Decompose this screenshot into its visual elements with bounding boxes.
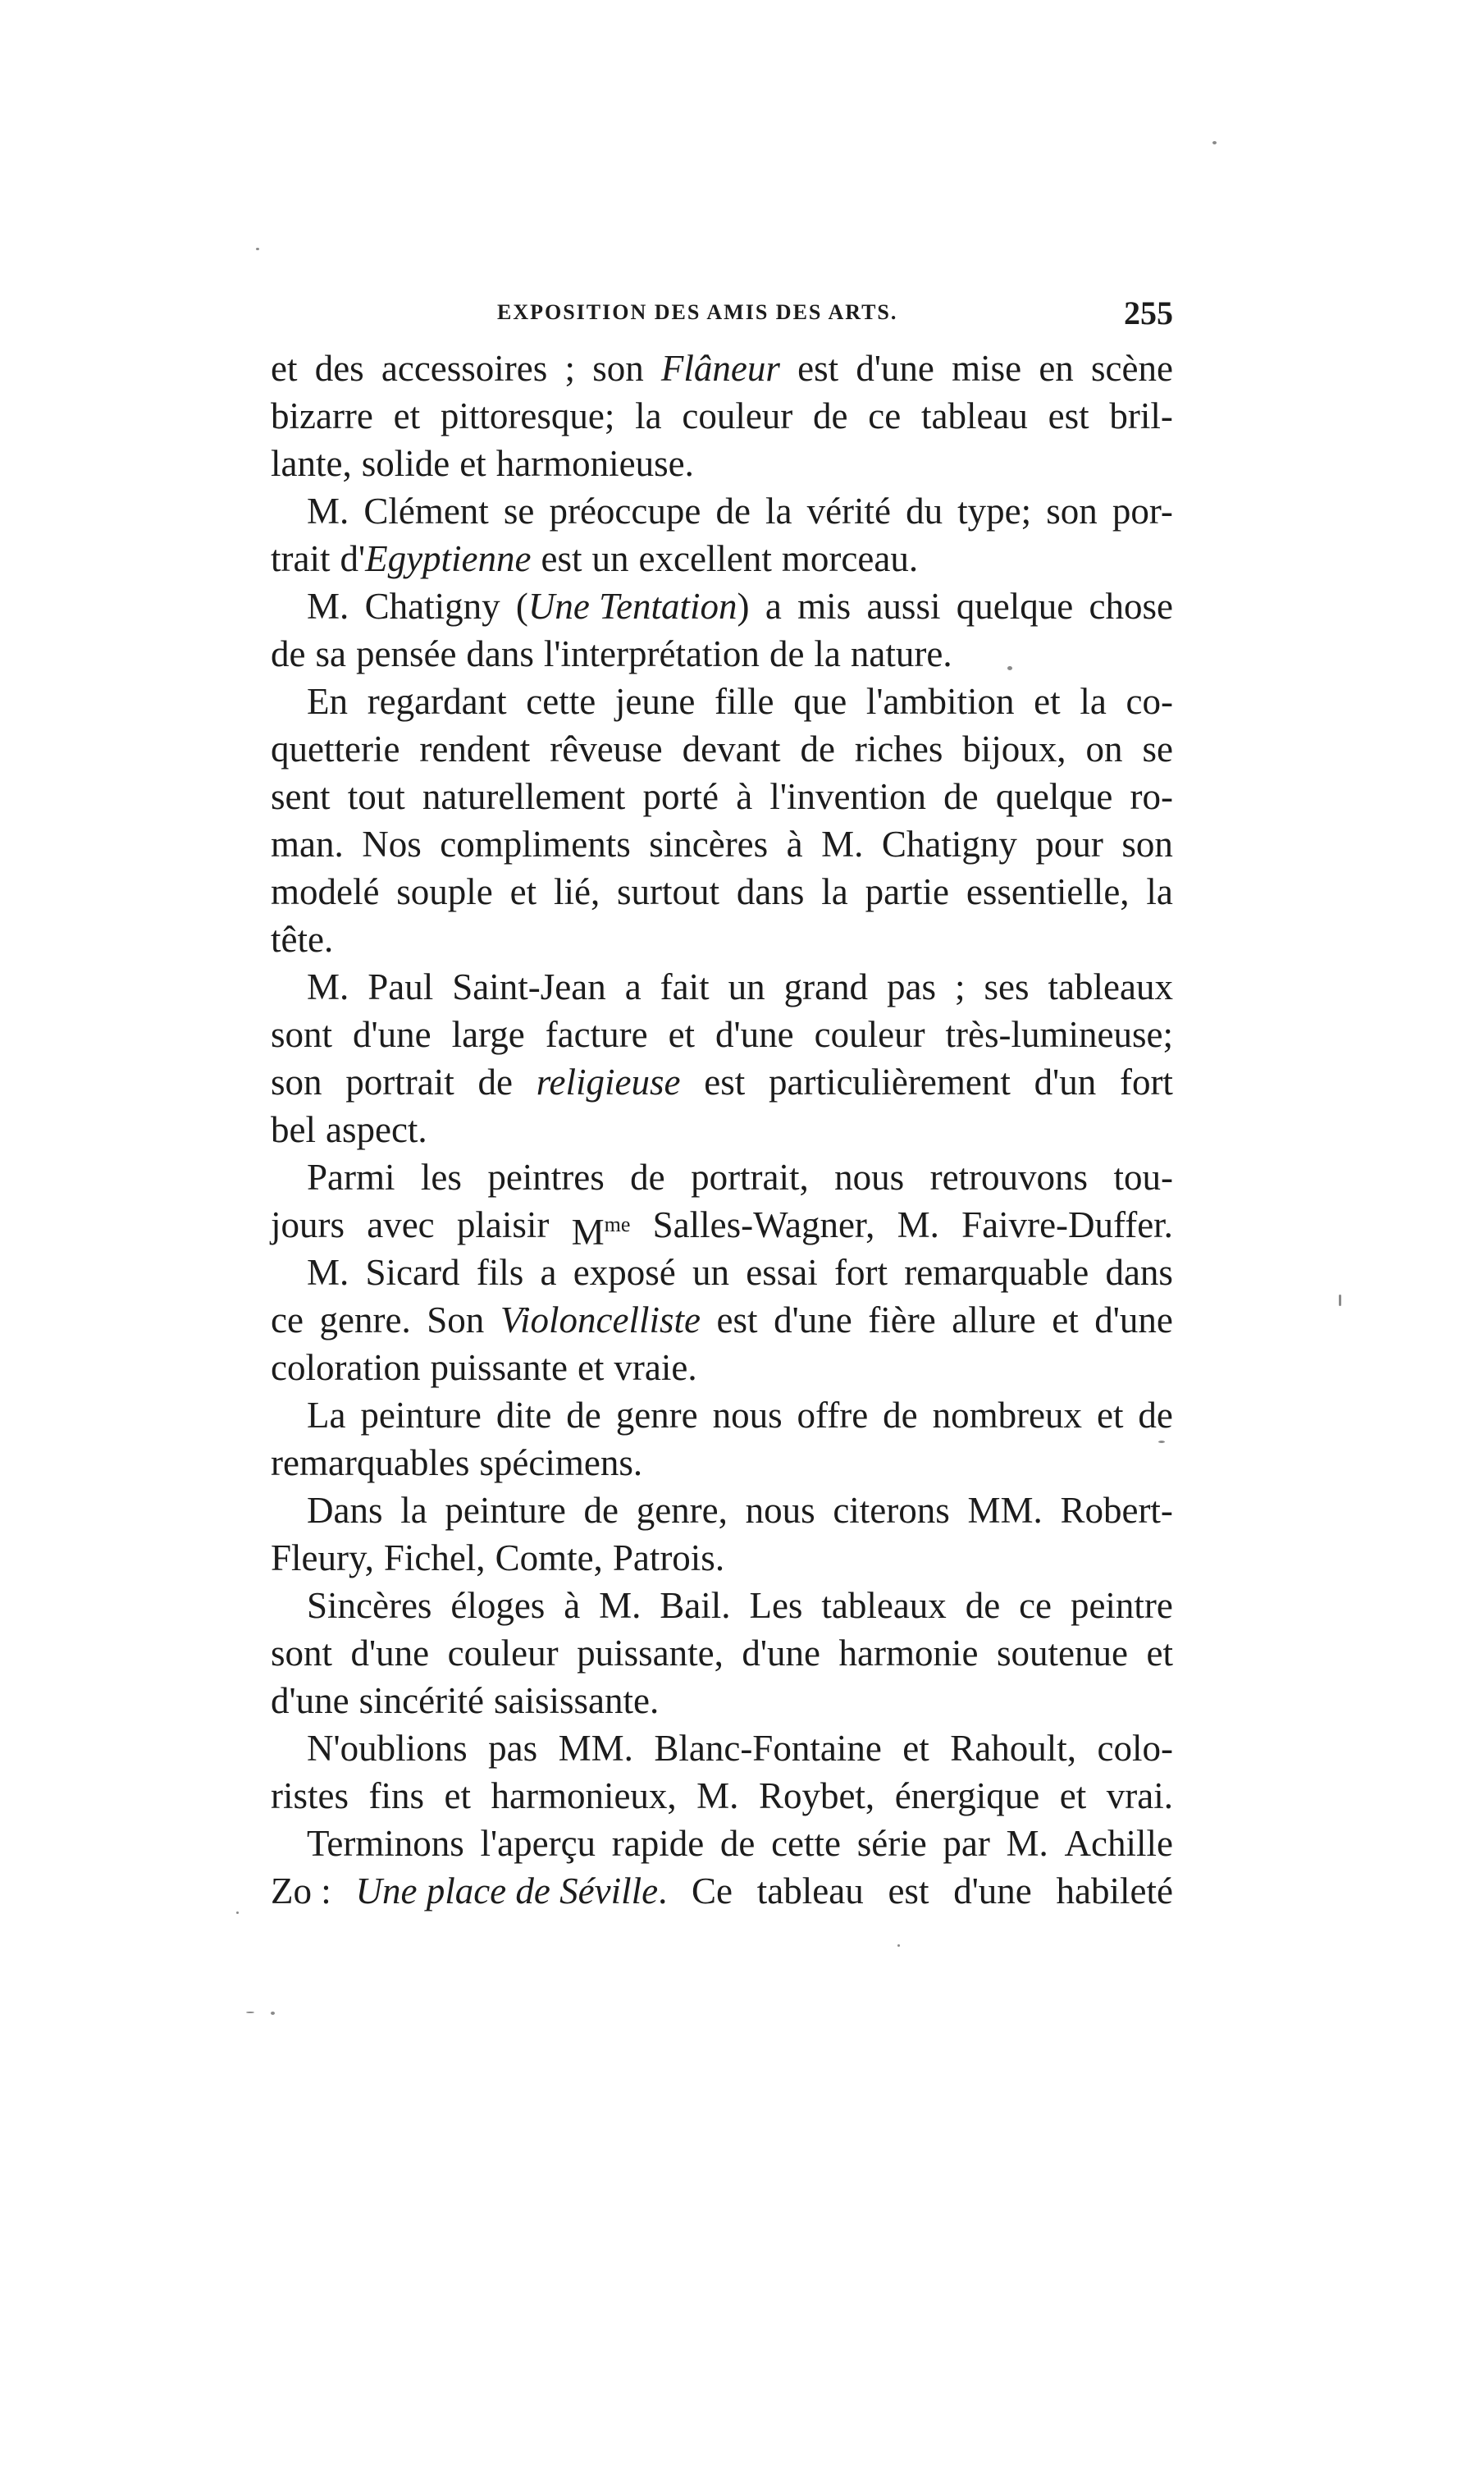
word: à	[736, 776, 753, 817]
word: grand	[783, 966, 869, 1007]
word: vrai.	[1106, 1775, 1173, 1816]
word: Violoncelliste	[500, 1299, 701, 1340]
word: a	[540, 1252, 557, 1293]
word: les	[420, 1157, 462, 1198]
word: M.	[1006, 1823, 1048, 1864]
word: M.	[307, 491, 349, 532]
word: Comte,	[495, 1537, 603, 1578]
word: ristes	[271, 1775, 349, 1816]
page-header	[271, 292, 1173, 341]
word: excellent	[638, 538, 772, 579]
word: fils	[476, 1252, 524, 1293]
word: dans	[1105, 1252, 1173, 1293]
word: et	[509, 871, 537, 912]
word: harmonieuse.	[495, 443, 694, 484]
scan-speck	[897, 1944, 900, 1947]
word: nous	[834, 1157, 905, 1198]
word: de	[271, 633, 306, 674]
word: d'une	[1094, 1299, 1173, 1340]
word: rêveuse	[550, 728, 663, 770]
word: quetterie	[271, 728, 400, 770]
word: ce	[271, 1299, 304, 1340]
word: pensée	[355, 633, 457, 674]
word: man.	[271, 824, 344, 865]
word: dans	[466, 633, 534, 674]
scan-speck	[1158, 1441, 1165, 1443]
text-line	[271, 725, 1173, 773]
text-line	[271, 487, 1173, 535]
word: Faivre-Duffer.	[961, 1204, 1173, 1245]
word: tout	[347, 776, 405, 817]
word: de	[800, 728, 835, 770]
word: tête.	[271, 919, 334, 960]
word: solide	[361, 443, 450, 484]
word: sa	[315, 633, 346, 674]
word: offre	[797, 1395, 869, 1436]
word: Les	[749, 1585, 803, 1626]
word: large	[451, 1014, 525, 1055]
word: rapide	[611, 1823, 705, 1864]
word: Sicard	[365, 1252, 460, 1293]
word: fort	[834, 1252, 888, 1293]
word: de	[583, 1490, 619, 1531]
word: M.	[696, 1775, 739, 1816]
word: un	[692, 1252, 730, 1293]
word: couleur	[447, 1633, 559, 1674]
word: nous	[712, 1395, 783, 1436]
word: La	[307, 1395, 346, 1436]
word: ;	[955, 966, 966, 1007]
scan-speck	[271, 2012, 275, 2015]
word: mise	[952, 348, 1022, 389]
word: Chatigny	[881, 824, 1017, 865]
word: est	[797, 348, 839, 389]
word: regardant	[367, 681, 507, 722]
word: nature.	[850, 633, 952, 674]
word: retrouvons	[929, 1157, 1089, 1198]
text-line	[271, 1487, 1173, 1534]
word: ses	[984, 966, 1030, 1007]
text-line	[271, 345, 1173, 392]
word: genre	[615, 1395, 698, 1436]
word: ce	[1019, 1585, 1052, 1626]
word: l'ambition	[865, 681, 1015, 722]
word: peintre	[1070, 1585, 1173, 1626]
word: d'une	[953, 1870, 1032, 1911]
text-line	[271, 440, 1173, 487]
word: et	[902, 1728, 929, 1769]
word: tableaux	[821, 1585, 947, 1626]
word: riches	[854, 728, 943, 770]
scan-speck	[1339, 1295, 1341, 1306]
text-line	[271, 1582, 1173, 1629]
word: Robert-	[1060, 1490, 1173, 1531]
word: et	[271, 348, 298, 389]
word: Parmi	[307, 1157, 395, 1198]
word: d'une	[715, 1014, 794, 1055]
scan-speck	[256, 248, 259, 250]
word: accessoires	[381, 348, 548, 389]
word: que	[793, 681, 847, 722]
word: remarquable	[904, 1252, 1089, 1293]
word: porté	[642, 776, 719, 817]
word: citerons	[833, 1490, 950, 1531]
word: et	[1059, 1775, 1087, 1816]
word: de	[883, 1395, 918, 1436]
word: éloges	[450, 1585, 546, 1626]
word: des	[314, 348, 364, 389]
word: N'oublions	[307, 1728, 468, 1769]
word: remarquables	[271, 1442, 470, 1483]
scan-speck	[1007, 666, 1012, 670]
word: essentielle,	[966, 871, 1130, 912]
word: habileté	[1056, 1870, 1173, 1911]
text-line	[271, 1677, 1173, 1724]
word: la	[1080, 681, 1107, 722]
word: bizarre	[271, 395, 373, 436]
word: Sincères	[307, 1585, 432, 1626]
running-title: EXPOSITION DES AMIS DES ARTS.	[497, 300, 898, 324]
word: tableau	[756, 1870, 864, 1911]
text-line	[271, 963, 1173, 1011]
word: Bail.	[660, 1585, 731, 1626]
text-line	[271, 1867, 1173, 1915]
word: M.	[897, 1204, 939, 1245]
word: harmonieux,	[491, 1775, 677, 1816]
word: genre,	[636, 1490, 728, 1531]
page-number: 255	[1124, 295, 1173, 331]
word: fins	[368, 1775, 424, 1816]
word: soutenue	[997, 1633, 1128, 1674]
word: d'une	[856, 348, 934, 389]
word: modelé	[271, 871, 380, 912]
word: d'une	[742, 1633, 820, 1674]
word: très-lumineuse;	[945, 1014, 1173, 1055]
body-text	[271, 345, 1173, 1915]
text-line	[271, 582, 1173, 630]
word: la	[635, 395, 662, 436]
word: un	[728, 966, 765, 1007]
word: et	[1052, 1299, 1079, 1340]
text-line	[271, 868, 1173, 916]
word: devant	[682, 728, 781, 770]
word: la	[765, 491, 792, 532]
word: MM.	[967, 1490, 1043, 1531]
word: d'une	[774, 1299, 852, 1340]
word: l'aperçu	[480, 1823, 596, 1864]
text-line	[271, 1391, 1173, 1439]
word: préoccupe	[549, 491, 701, 532]
word: de	[943, 776, 979, 817]
word: nombreux	[932, 1395, 1083, 1436]
word: par	[943, 1823, 990, 1864]
word: morceau.	[781, 538, 919, 579]
word: por-	[1112, 491, 1173, 532]
word: souple	[396, 871, 493, 912]
word: et	[459, 443, 486, 484]
word: surtout	[617, 871, 720, 912]
word: et	[444, 1775, 471, 1816]
word: lié,	[553, 871, 600, 912]
word: essai	[746, 1252, 818, 1293]
word: couleur	[682, 395, 793, 436]
word: fière	[868, 1299, 936, 1340]
word: quelque	[956, 586, 1074, 627]
word: aussi	[866, 586, 941, 627]
word: d'une	[271, 1680, 349, 1721]
word: d'Egyptienne	[340, 538, 532, 579]
word: de	[715, 491, 751, 532]
word: de	[630, 1157, 665, 1198]
word: Chatigny	[364, 586, 500, 627]
text-line	[271, 773, 1173, 820]
word: Flâneur	[660, 348, 780, 389]
word: harmonie	[838, 1633, 979, 1674]
word: quelque	[995, 776, 1113, 817]
word: puissante	[430, 1347, 568, 1388]
word: d'une	[353, 1014, 432, 1055]
word: son	[271, 1062, 322, 1103]
word: ro-	[1130, 776, 1173, 817]
word: un	[591, 538, 629, 579]
word: ;	[564, 348, 575, 389]
word: sent	[271, 776, 331, 817]
word: se	[1142, 728, 1173, 770]
word: la	[821, 871, 848, 912]
word: aspect.	[325, 1109, 427, 1150]
word: série	[856, 1823, 927, 1864]
word: on	[1085, 728, 1123, 770]
word: tou-	[1113, 1157, 1173, 1198]
word: Nos	[362, 824, 422, 865]
word: tableau	[920, 395, 1028, 436]
word: bel	[271, 1109, 316, 1150]
word: de	[813, 395, 848, 436]
word: la	[814, 633, 841, 674]
word: MM.	[558, 1728, 633, 1769]
word: ce	[868, 395, 902, 436]
word: Une place de Séville.	[355, 1870, 668, 1911]
word: colo-	[1097, 1728, 1173, 1769]
text-line	[271, 1439, 1173, 1487]
word: d'une	[350, 1633, 430, 1674]
word: cette	[771, 1823, 842, 1864]
word: et	[577, 1347, 605, 1388]
word: couleur	[814, 1014, 925, 1055]
word: de	[1138, 1395, 1173, 1436]
word: peinture	[445, 1490, 566, 1531]
word: M.	[307, 1252, 349, 1293]
scan-speck	[236, 1911, 239, 1914]
word: religieuse	[536, 1062, 681, 1103]
word: particulièrement	[768, 1062, 1011, 1103]
word: scène	[1091, 348, 1173, 389]
word: M.	[307, 586, 349, 627]
word: peinture	[360, 1395, 482, 1436]
word: pour	[1035, 824, 1103, 865]
word: est	[541, 538, 582, 579]
word: vérité	[806, 491, 891, 532]
word: son	[1046, 491, 1098, 532]
word: la	[1146, 871, 1173, 912]
word: et	[668, 1014, 696, 1055]
word: bijoux,	[962, 728, 1066, 770]
word: M.	[821, 824, 864, 865]
text-line	[271, 1011, 1173, 1058]
word: portrait	[345, 1062, 454, 1103]
word: coloration	[271, 1347, 421, 1388]
word: type;	[957, 491, 1032, 532]
word: Zo :	[271, 1870, 331, 1911]
text-line	[271, 1249, 1173, 1296]
word: de	[965, 1585, 1001, 1626]
word: portrait,	[691, 1157, 809, 1198]
word: en	[1039, 348, 1074, 389]
word: énergique	[894, 1775, 1040, 1816]
word: Son	[427, 1299, 485, 1340]
word: pittoresque;	[440, 395, 615, 436]
word: Achille	[1064, 1823, 1173, 1864]
word: partie	[865, 871, 950, 912]
word: rendent	[419, 728, 531, 770]
text-line	[271, 392, 1173, 440]
word: dite	[495, 1395, 552, 1436]
word: d'un	[1034, 1062, 1097, 1103]
word: son	[1121, 824, 1173, 865]
word: naturellement	[422, 776, 626, 817]
word: Rahoult,	[950, 1728, 1076, 1769]
word: Salles-Wagner,	[652, 1204, 875, 1245]
word: et	[393, 395, 421, 436]
text-line	[271, 1106, 1173, 1153]
word: et	[1096, 1395, 1124, 1436]
word: Saint-Jean	[452, 966, 606, 1007]
word: facture	[545, 1014, 648, 1055]
word: mis	[797, 586, 852, 627]
text-line	[271, 1820, 1173, 1867]
text-line	[271, 1058, 1173, 1106]
word: l'interprétation	[543, 633, 760, 674]
word: Terminons	[307, 1823, 464, 1864]
word: sont	[271, 1633, 333, 1674]
text-line	[271, 1724, 1173, 1772]
word: à	[786, 824, 803, 865]
text-line	[271, 1344, 1173, 1391]
word: jeune	[614, 681, 696, 722]
word: Clément	[363, 491, 489, 532]
word: trait	[271, 538, 331, 579]
word: est	[1048, 395, 1089, 436]
word: M.	[307, 966, 349, 1007]
word: plaisir	[456, 1204, 550, 1245]
word: spécimens.	[479, 1442, 643, 1483]
word: sincérité	[358, 1680, 485, 1721]
word: nous	[745, 1490, 815, 1531]
word: co-	[1126, 681, 1173, 722]
word: peintres	[487, 1157, 605, 1198]
word: se	[503, 491, 535, 532]
word: Roybet,	[758, 1775, 875, 1816]
word: de	[769, 633, 805, 674]
text-line	[271, 916, 1173, 963]
word: l'invention	[769, 776, 926, 817]
scan-speck	[246, 2012, 254, 2013]
word: pas	[488, 1728, 538, 1769]
word: est	[704, 1062, 746, 1103]
word: fait	[660, 966, 710, 1007]
word: $M^{me}$	[571, 1212, 631, 1253]
text-line	[271, 1629, 1173, 1677]
word: sont	[271, 1014, 333, 1055]
text-line	[271, 535, 1173, 582]
word: de	[477, 1062, 513, 1103]
word: Paul	[368, 966, 434, 1007]
word: jours	[271, 1204, 345, 1245]
word: sincères	[649, 824, 769, 865]
word: Dans	[307, 1490, 383, 1531]
scan-speck	[1212, 141, 1217, 144]
word: est	[716, 1299, 758, 1340]
word: est	[888, 1870, 929, 1911]
text-line	[271, 1153, 1173, 1201]
word: du	[906, 491, 943, 532]
word: M.	[599, 1585, 642, 1626]
word: vraie.	[614, 1347, 697, 1388]
word: cette	[526, 681, 596, 722]
word: la	[400, 1490, 427, 1531]
word: puissante,	[577, 1633, 724, 1674]
word: lante,	[271, 443, 352, 484]
text-line	[271, 820, 1173, 868]
text-line	[271, 678, 1173, 725]
text-line	[271, 1296, 1173, 1344]
word: Fichel,	[383, 1537, 486, 1578]
word: fort	[1119, 1062, 1173, 1103]
word: Fleury,	[271, 1537, 374, 1578]
word: son	[592, 348, 644, 389]
word: (Une Tentation)	[515, 586, 750, 627]
word: saisissante.	[494, 1680, 660, 1721]
word: genre.	[319, 1299, 411, 1340]
word: bril-	[1109, 395, 1173, 436]
word: à	[564, 1585, 581, 1626]
word: allure	[952, 1299, 1036, 1340]
word: de	[566, 1395, 601, 1436]
word: exposé	[573, 1252, 676, 1293]
text-line	[271, 1772, 1173, 1820]
word: compliments	[440, 824, 631, 865]
word: de	[719, 1823, 756, 1864]
word: tableaux	[1048, 966, 1173, 1007]
word: fille	[715, 681, 774, 722]
word: a	[624, 966, 642, 1007]
word: Blanc-Fontaine	[654, 1728, 882, 1769]
word: Patrois.	[612, 1537, 725, 1578]
text-line	[271, 1534, 1173, 1582]
word: a	[765, 586, 782, 627]
word: avec	[367, 1204, 435, 1245]
word: dans	[736, 871, 805, 912]
word: et	[1034, 681, 1061, 722]
word: chose	[1089, 586, 1173, 627]
text-line	[271, 1201, 1173, 1253]
word: pas	[887, 966, 937, 1007]
word: et	[1146, 1633, 1173, 1674]
text-line	[271, 630, 1173, 678]
word: Ce	[692, 1870, 733, 1911]
word: En	[307, 681, 348, 722]
